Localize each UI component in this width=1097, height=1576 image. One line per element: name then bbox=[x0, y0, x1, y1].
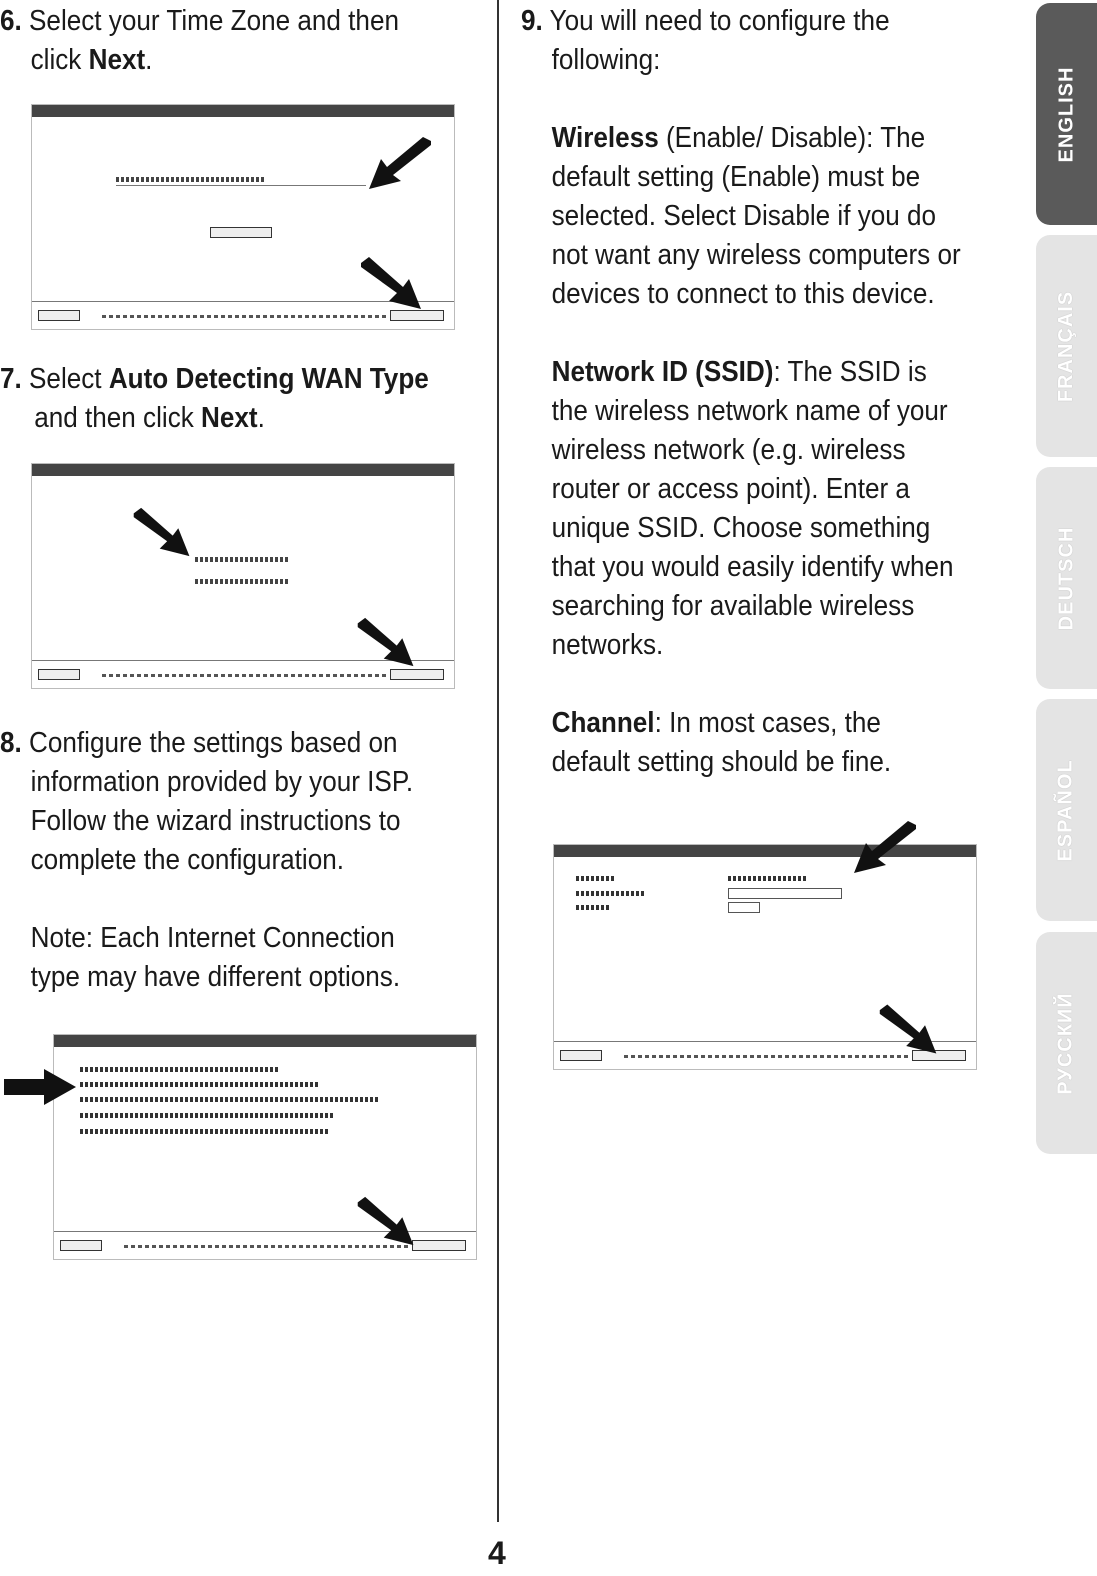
tab-espanol[interactable]: ESPAÑOL bbox=[1036, 699, 1097, 921]
screenshot-connection-type bbox=[53, 1034, 477, 1260]
wizard-steps bbox=[624, 1055, 909, 1058]
wizard-steps bbox=[102, 315, 387, 318]
ssid-input bbox=[728, 888, 842, 899]
option-line bbox=[80, 1082, 320, 1087]
arrow-icon bbox=[354, 614, 419, 669]
option-line bbox=[80, 1097, 380, 1102]
step-number: 6. bbox=[0, 5, 22, 37]
next-button bbox=[390, 669, 444, 680]
next-button bbox=[412, 1240, 466, 1251]
screenshot-time-zone bbox=[31, 104, 455, 330]
back-button bbox=[560, 1050, 602, 1061]
step-9-text: 9. You will need to configure the following: Wireless (Enable/ Disable): The default setting (Enable) must be selected. Select Disable if you do not want any wireless computers or devices to connect to this device. Network ID (SSID): The SSID is the wireless network name of your wireless network (e.g. wireless router or access point). Enter a unique SSID. Choose something that you would easily identify when searching for available wireless networks. Channel: In most cases, the default setting should be fine. bbox=[521, 5, 961, 778]
time-zone-select bbox=[116, 185, 366, 186]
step-6-text: 6. Select your Time Zone and then click Next. bbox=[0, 5, 399, 76]
page-number: 4 bbox=[488, 1535, 506, 1571]
back-button bbox=[38, 310, 80, 321]
screenshot-wan-type bbox=[31, 463, 455, 689]
option-line bbox=[80, 1067, 280, 1072]
column-divider bbox=[497, 0, 499, 1522]
back-button bbox=[60, 1240, 102, 1251]
wizard-title-bar bbox=[32, 105, 454, 117]
arrow-icon bbox=[365, 137, 435, 192]
ssid-label bbox=[576, 891, 646, 896]
step-7-text: 7. Select Auto Detecting WAN Type and then click Next. bbox=[0, 363, 429, 434]
option-line bbox=[80, 1129, 330, 1134]
wizard-steps bbox=[102, 674, 387, 677]
step-8-text: 8. Configure the settings based on information provided by your ISP. Follow the wizard instructions to complete the configuration. Note: Each Internet Connection type may have different options. bbox=[0, 727, 414, 993]
wireless-label bbox=[576, 876, 616, 881]
manual-option bbox=[195, 579, 290, 584]
screenshot-wireless-settings bbox=[553, 844, 977, 1070]
auto-detect-option bbox=[195, 557, 290, 562]
channel-label bbox=[576, 905, 611, 910]
option-line bbox=[80, 1113, 335, 1118]
arrow-icon bbox=[354, 1193, 419, 1248]
tab-francais[interactable]: FRANÇAIS bbox=[1036, 235, 1097, 457]
tab-deutsch[interactable]: DEUTSCH bbox=[1036, 467, 1097, 689]
wizard-title-bar bbox=[32, 464, 454, 476]
wizard-title-bar bbox=[54, 1035, 476, 1047]
tab-russian[interactable]: РУССКИЙ bbox=[1036, 932, 1097, 1154]
next-button bbox=[390, 310, 444, 321]
tab-english[interactable]: ENGLISH bbox=[1036, 3, 1097, 225]
wireless-radio bbox=[728, 876, 808, 881]
time-zone-value bbox=[116, 177, 266, 182]
arrow-icon bbox=[850, 821, 920, 876]
arrow-icon bbox=[357, 255, 427, 310]
channel-select bbox=[728, 902, 760, 913]
arrow-icon bbox=[4, 1067, 76, 1107]
back-button bbox=[38, 669, 80, 680]
arrow-icon bbox=[876, 1001, 942, 1056]
refresh-button bbox=[210, 227, 272, 238]
arrow-icon bbox=[130, 504, 195, 559]
